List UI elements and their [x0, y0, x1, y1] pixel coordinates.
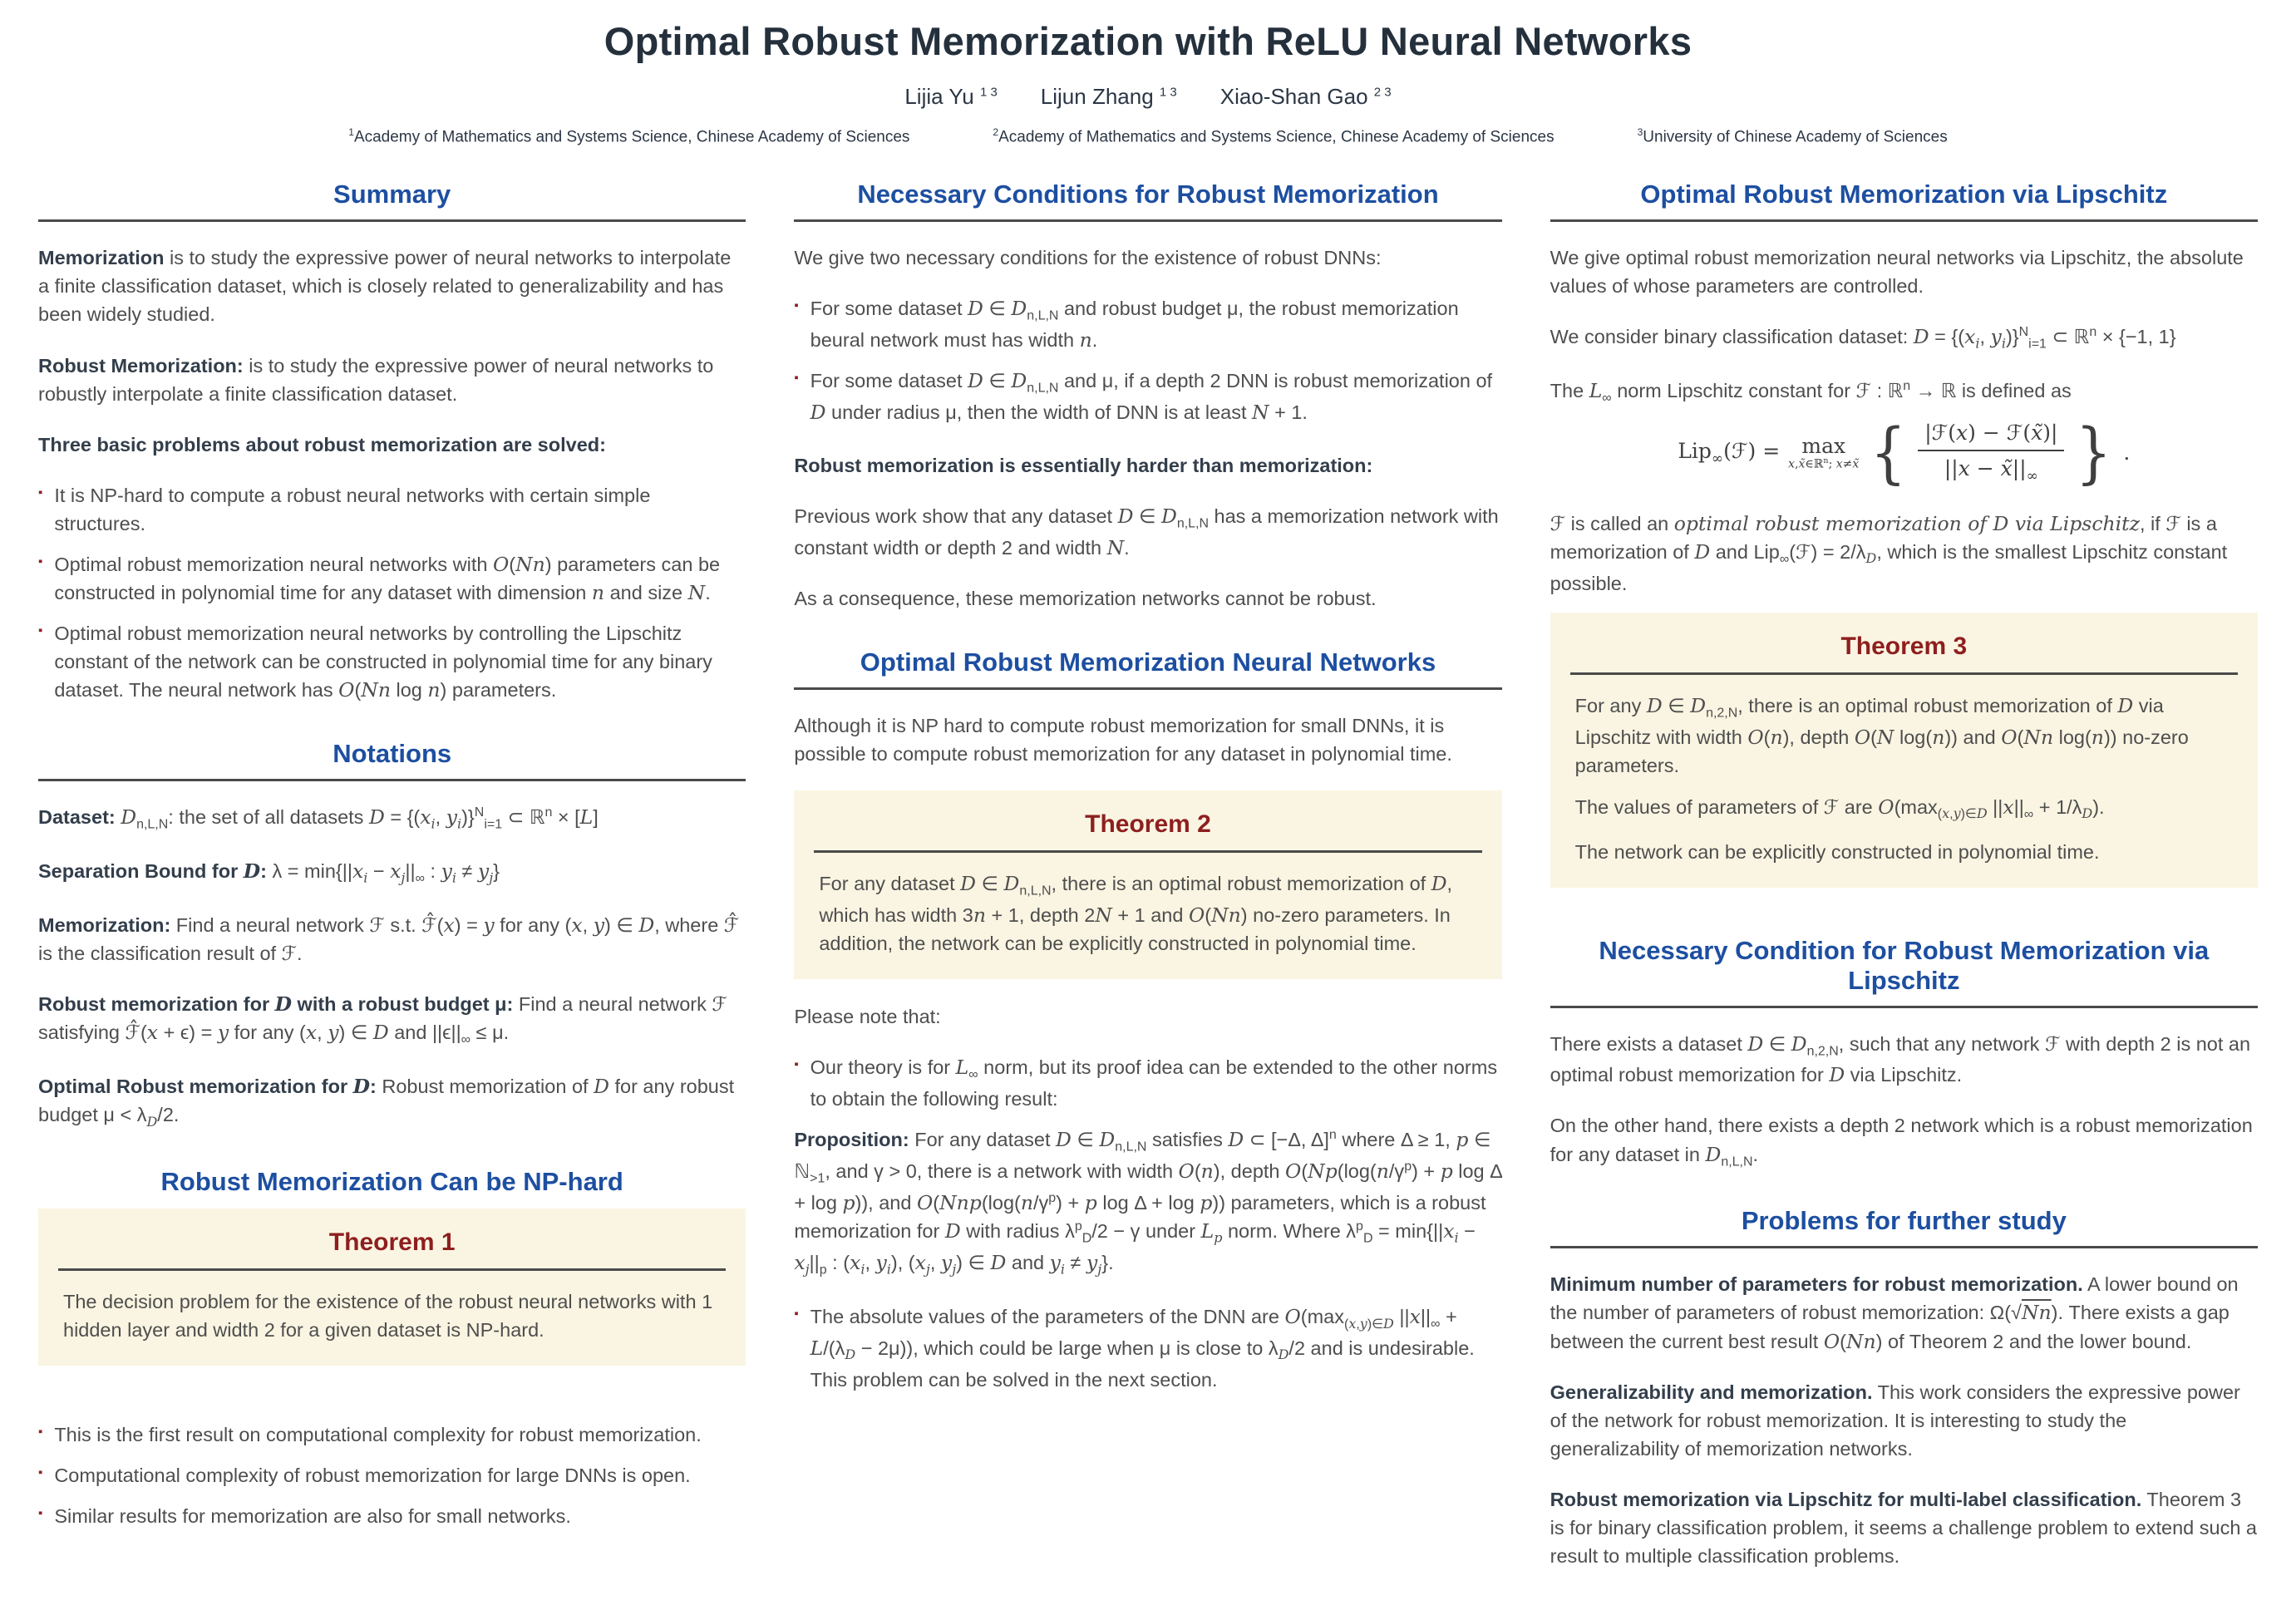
column-middle	[794, 180, 1501, 1605]
paragraph-lead: Dataset:	[38, 806, 116, 829]
equation-lhs: Lip$_\infty$(ℱ) =	[1678, 438, 1781, 467]
section-further-study	[1550, 1206, 2258, 1570]
paragraph	[38, 431, 746, 459]
equation-left-brace: {	[1870, 413, 1907, 491]
section-heading: Necessary Condition for Robust Memorization via Lipschitz	[1599, 935, 2210, 995]
section-rule	[1550, 219, 2258, 222]
section-notations	[38, 739, 746, 1132]
bullet-marker: ▪	[38, 623, 43, 638]
section-lipschitz	[1550, 180, 2258, 887]
equation-denominator: $||x - x̃||_\infty$	[1944, 456, 2038, 485]
lipschitz-equation	[1550, 413, 2258, 491]
section-heading: Necessary Conditions for Robust Memorization	[857, 180, 1439, 209]
bullet-marker: ▪	[794, 1057, 799, 1072]
theorem-title: Theorem 3	[1840, 632, 1968, 660]
bullet-item	[794, 294, 1501, 354]
paragraph-lead: Proposition:	[794, 1129, 909, 1151]
paragraph-text: is to study the expressive power of neural networks to interpolate a finite classification dataset, which is closely related to generalizability and has been widely studied.	[38, 247, 732, 326]
section-heading: Summary	[333, 180, 451, 209]
section-rule	[1550, 1006, 2258, 1008]
paragraph	[1550, 1378, 2258, 1463]
paragraph-lead: Separation Bound for D:	[38, 859, 267, 883]
paragraph	[38, 803, 746, 835]
equation-max: max	[1801, 433, 1846, 458]
paragraph	[38, 244, 746, 328]
paragraph	[38, 857, 746, 889]
bullet-item	[38, 1502, 746, 1530]
equation-max-subscript: x,x̃∈ℝ$^n$; x≠x̃	[1788, 456, 1860, 471]
paragraph-lead: Robust Memorization:	[38, 354, 244, 377]
bullet-marker: ▪	[794, 298, 799, 313]
bullet-group	[38, 1420, 746, 1530]
column-left	[38, 180, 746, 1605]
section-rule	[1550, 1246, 2258, 1248]
bullet-marker: ▪	[38, 1424, 43, 1439]
paragraph: We give two necessary conditions for the existence of robust DNNs:	[794, 247, 1382, 269]
section-summary	[38, 180, 746, 704]
paragraph: The $L_\infty$ norm Lipschitz constant for ℱ : ℝ$^n$ → ℝ is defined as	[1550, 379, 2072, 406]
paragraph-lead: Generalizability and memorization.	[1550, 1381, 1873, 1403]
equation-max-operator	[1788, 435, 1859, 472]
paragraph	[794, 451, 1501, 480]
section-rule	[794, 219, 1501, 222]
bullet-item	[794, 1053, 1501, 1113]
bullet-marker: ▪	[794, 371, 799, 386]
theorem-text: For any D ∈ $D_{n,2,N}$, there is an optimal robust memorization of D via Lipschitz with width O(n), depth O(N log(n)) and O(Nn log(n)) no-zero parameters.	[1574, 693, 2189, 776]
paragraph	[38, 1072, 746, 1132]
theorem-text: The values of parameters of ℱ are $O(\max_{(x,y)\in D}$ $||x||_\infty + 1/\lambda_D$).	[1574, 795, 2105, 822]
bullet-text: The absolute values of the parameters of the DNN are $O(\max_{(x,y)\in D}$ $||x||_\infty + L/(\lambda_D - 2\mu)$), which could be large when μ is close to $\lambda_D/2$ and is undesirable. This problem can be solved in the next section.	[810, 1304, 1475, 1391]
bullet-marker: ▪	[38, 554, 43, 569]
paragraph-text: $\lambda = \min\{||x_i - x_j||_\infty$ : $y_i \ne y_j$}	[266, 859, 500, 886]
bullet-item	[38, 481, 746, 538]
bullet-item	[38, 619, 746, 704]
paragraph: As a consequence, these memorization networks cannot be robust.	[794, 588, 1377, 610]
bullet-text: For some dataset D ∈ $D_{n,L,N}$ and μ, if a depth 2 DNN is robust memorization of D under radius μ, then the width of DNN is at least N + 1.	[810, 369, 1493, 425]
theorem-text: For any dataset D ∈ $D_{n,L,N}$, there is an optimal robust memorization of D, which has width 3n + 1, depth 2N + 1 and O(Nn) no-zero parameters. In addition, the network can be explicitly constructed in polynomial time.	[819, 872, 1453, 955]
bullet-marker: ▪	[38, 1506, 43, 1521]
paragraph: Although it is NP hard to compute robust memorization for small DNNs, it is possible to compute robust memorization for any dataset in polynomial time.	[794, 715, 1452, 766]
author: Xiao-Shan Gao $^{2 3}$	[1219, 84, 1392, 109]
bullet-marker: ▪	[38, 485, 43, 500]
paragraph: On the other hand, there exists a depth 2 network which is a robust memorization for any dataset in $D_{n,L,N}$.	[1550, 1115, 2253, 1169]
paragraph: Please note that:	[794, 1006, 941, 1028]
bullet-text: Our theory is for $L_\infty$ norm, but its proof idea can be extended to the other norms to obtain the following result:	[810, 1056, 1498, 1110]
theorem-rule	[58, 1268, 726, 1271]
paragraph-text: This work considers the expressive power of the network for robust memorization. It is interesting to study the generalizability of memorization networks.	[1550, 1381, 2240, 1460]
bullet-text: This is the first result on computational complexity for robust memorization.	[54, 1423, 702, 1445]
bullet-text: Similar results for memorization are also for small networks.	[54, 1505, 571, 1528]
equation-fraction	[1918, 420, 2064, 486]
theorem-title: Theorem 1	[328, 1228, 456, 1256]
bullet-text: It is NP-hard to compute a robust neural networks with certain simple structures.	[54, 484, 651, 534]
bullet-item	[794, 367, 1501, 426]
proposition	[794, 1125, 1501, 1280]
paragraph	[38, 911, 746, 967]
paragraph-text: Find a neural network ℱ s.t. ℱ̂(x) = y for any (x, y) ∈ D, where ℱ̂ is the classification result of ℱ.	[38, 913, 740, 964]
section-rule	[38, 779, 746, 781]
paragraph-lead: Optimal Robust memorization for D:	[38, 1074, 377, 1098]
section-heading: Robust Memorization Can be NP-hard	[160, 1166, 623, 1196]
theorem-text: The decision problem for the existence of the robust neural networks with 1 hidden layer and width 2 for a given dataset is NP-hard.	[63, 1290, 713, 1341]
section-rule	[794, 687, 1501, 690]
paragraph-lead: Memorization:	[38, 913, 171, 936]
bullet-item	[38, 1461, 746, 1489]
paragraph: ℱ is called an optimal robust memorization of D via Lipschitz, if ℱ is a memorization of D and Lip$_\infty$(ℱ) = $2/\lambda_D$, which is the smallest Lipschitz constant possible.	[1550, 511, 2228, 594]
bullet-item	[38, 550, 746, 607]
section-necessary-lipschitz	[1550, 936, 2258, 1172]
equation-period: .	[2123, 441, 2131, 465]
bullet-text: Optimal robust memorization neural networks with O(Nn) parameters can be constructed in polynomial time for any dataset with dimension n and size N.	[54, 552, 721, 604]
paragraph	[38, 990, 746, 1050]
paragraph: Previous work show that any dataset D ∈ $D_{n,L,N}$ has a memorization network with constant width or depth 2 and width N.	[794, 505, 1499, 560]
poster-columns	[0, 146, 2296, 1605]
paragraph-lead: Robust memorization via Lipschitz for multi-label classification.	[1550, 1488, 2142, 1510]
section-heading: Optimal Robust Memorization via Lipschitz	[1640, 180, 2168, 209]
bullet-text: Computational complexity of robust memorization for large DNNs is open.	[54, 1465, 691, 1487]
bullet-marker: ▪	[794, 1306, 799, 1321]
theorem-box	[1550, 613, 2258, 888]
author: Lijia Yu $^{1 3}$	[904, 84, 998, 109]
author-list	[0, 84, 2296, 110]
paragraph: There exists a dataset D ∈ $D_{n,2,N}$, such that any network ℱ with depth 2 is not an optimal robust memorization for D via Lipschitz.	[1550, 1031, 2251, 1087]
bullet-text: For some dataset D ∈ $D_{n,L,N}$ and robust budget μ, the robust memorization beural network must has width n.	[810, 297, 1459, 352]
section-heading: Notations	[333, 739, 452, 769]
theorem-box	[794, 790, 1501, 979]
section-rule	[38, 219, 746, 222]
section-necessary-conditions	[794, 180, 1501, 613]
paragraph: We give optimal robust memorization neural networks via Lipschitz, the absolute values of whose parameters are controlled.	[1550, 247, 2244, 298]
paragraph-text: is to study the expressive power of neural networks to robustly interpolate a finite classification dataset.	[38, 354, 714, 405]
bullet-text: Optimal robust memorization neural networks by controlling the Lipschitz constant of the network can be constructed in polynomial time for any binary dataset. The neural network has O(Nn log n) parameters.	[54, 622, 712, 702]
paragraph-text: Find a neural network ℱ satisfying ℱ̂(x + ϵ) = y for any (x, y) ∈ D and $||\epsilon||_\infty \le \mu$.	[38, 992, 727, 1047]
poster-header	[0, 0, 2296, 146]
theorem-title: Theorem 2	[1085, 810, 1211, 839]
paragraph-lead: Minimum number of parameters for robust memorization.	[1550, 1273, 2083, 1296]
paragraph-text: $D_{n,L,N}$: the set of all datasets $D = \{(x_i$, $y_i)\}^N_{i=1}$ ⊂ ℝ$^n$ × [L]	[121, 805, 599, 832]
paragraph-lead: Robust memorization is essentially harder than memorization:	[794, 455, 1373, 477]
paragraph-lead: Robust memorization for D with a robust budget μ:	[38, 992, 514, 1016]
affiliation: $^2$Academy of Mathematics and Systems Science, Chinese Academy of Sciences	[993, 126, 1554, 146]
column-right	[1550, 180, 2258, 1605]
bullet-marker: ▪	[38, 1465, 43, 1480]
paragraph-lead: Three basic problems about robust memorization are solved:	[38, 433, 606, 455]
paragraph-text: A lower bound on the number of parameters of robust memorization: Ω(√Nn). There exists a gap between the current best result O(Nn) of Theorem 2 and the lower bound.	[1550, 1273, 2239, 1353]
paragraph	[1550, 1270, 2258, 1355]
paragraph-lead: Memorization	[38, 247, 165, 269]
section-np-hard	[38, 1167, 746, 1530]
affiliation: $^3$University of Chinese Academy of Sciences	[1637, 126, 1948, 146]
affiliation-list	[0, 126, 2296, 146]
theorem-rule	[814, 850, 1481, 853]
affiliation: $^1$Academy of Mathematics and Systems Science, Chinese Academy of Sciences	[348, 126, 910, 146]
equation-right-brace: }	[2076, 413, 2112, 491]
paragraph	[1550, 1485, 2258, 1570]
theorem-text: The network can be explicitly constructed in polynomial time.	[1574, 840, 2100, 863]
paragraph-text: Robust memorization of D for any robust budget $\mu < \lambda_D/2$.	[38, 1074, 735, 1130]
poster-title: Optimal Robust Memorization with ReLU Neural Networks	[604, 19, 1692, 63]
bullet-item	[794, 1302, 1501, 1394]
theorem-box	[38, 1209, 746, 1366]
equation-numerator: |ℱ(x) − ℱ(x̃)|	[1918, 420, 2064, 451]
section-optimal-networks	[794, 647, 1501, 1393]
section-heading: Problems for further study	[1741, 1206, 2067, 1236]
paragraph-text: For any dataset D ∈ $D_{n,L,N}$ satisfies D ⊂ [−Δ, Δ]$^n$ where Δ ≥ 1, p ∈ ℕ$_{>1}$, and γ > 0, there is a network with width O(n), depth $O(Np(\log(n/\gamma^p) + p$ log Δ + log p)), and $O(Nnp(\log(n/\gamma^p) + p$ log Δ + log p)) parameters, which is a robust memorization for D with radius $\lambda^p_D/2 - \gamma$ under $L_p$ norm. Where $\lambda^p_D = \min\{||x_i - x_j||_p$ : ($x_i$, $y_i$), ($x_j$, $y_j$) ∈ D and $y_i \ne y_j$}.	[794, 1128, 1502, 1278]
paragraph	[38, 352, 746, 408]
theorem-rule	[1570, 672, 2238, 675]
bullet-item	[38, 1420, 746, 1449]
paragraph: We consider binary classification dataset: $D = \{(x_i$, $y_i)\}^N_{i=1}$ ⊂ ℝ$^n$ × {−1, 1}	[1550, 325, 2176, 352]
author: Lijun Zhang $^{1 3}$	[1040, 84, 1177, 109]
paragraph-text: Theorem 3 is for binary classification problem, it seems a challenge problem to extend such a result to multiple classification problems.	[1550, 1488, 2257, 1567]
section-heading: Optimal Robust Memorization Neural Networks	[860, 647, 1436, 677]
